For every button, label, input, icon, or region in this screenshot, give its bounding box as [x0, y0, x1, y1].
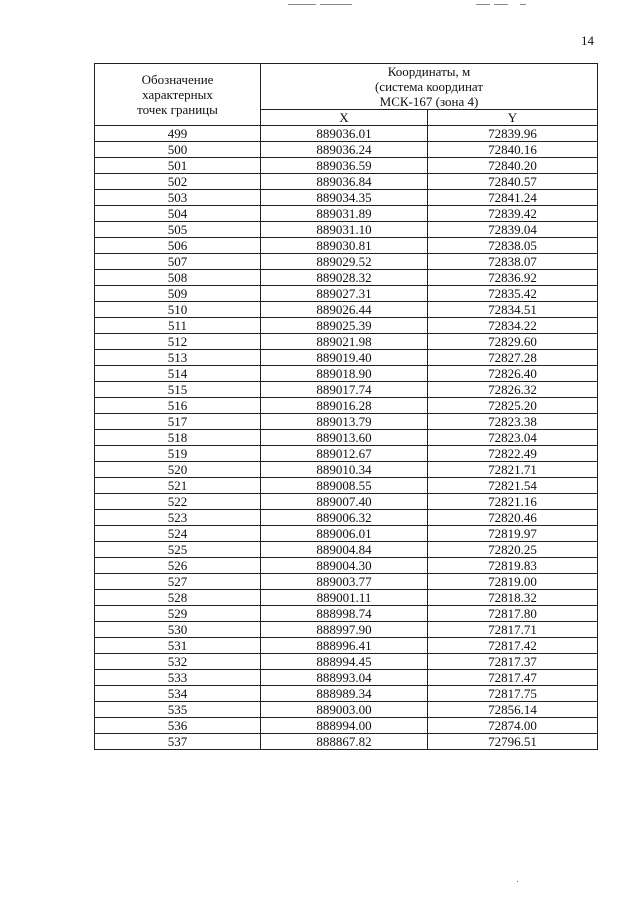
y-coordinate-cell: 72834.22	[428, 318, 598, 334]
coordinates-table	[94, 63, 598, 750]
point-number-cell: 521	[95, 478, 261, 494]
x-axis-header: X	[261, 110, 428, 126]
point-number-cell: 527	[95, 574, 261, 590]
x-coordinate-cell: 889025.39	[261, 318, 428, 334]
y-coordinate-cell: 72817.42	[428, 638, 598, 654]
table-row	[95, 622, 598, 638]
point-number-cell: 513	[95, 350, 261, 366]
x-coordinate-cell: 888996.41	[261, 638, 428, 654]
point-number-cell: 530	[95, 622, 261, 638]
coordinates-header	[261, 64, 598, 110]
x-coordinate-cell: 888998.74	[261, 606, 428, 622]
y-coordinate-cell: 72823.38	[428, 414, 598, 430]
x-coordinate-cell: 889007.40	[261, 494, 428, 510]
table-row	[95, 670, 598, 686]
point-number-cell: 528	[95, 590, 261, 606]
y-coordinate-cell: 72817.71	[428, 622, 598, 638]
x-coordinate-cell: 889003.77	[261, 574, 428, 590]
y-coordinate-cell: 72826.40	[428, 366, 598, 382]
y-coordinate-cell: 72819.00	[428, 574, 598, 590]
point-header-line: точек границы	[137, 102, 218, 117]
table-row	[95, 366, 598, 382]
table-row	[95, 158, 598, 174]
y-coordinate-cell: 72819.97	[428, 526, 598, 542]
point-number-cell: 529	[95, 606, 261, 622]
x-coordinate-cell: 888867.82	[261, 734, 428, 750]
x-coordinate-cell: 889006.01	[261, 526, 428, 542]
y-coordinate-cell: 72839.42	[428, 206, 598, 222]
y-coordinate-cell: 72826.32	[428, 382, 598, 398]
y-coordinate-cell: 72817.47	[428, 670, 598, 686]
x-coordinate-cell: 889013.79	[261, 414, 428, 430]
table-body	[95, 126, 598, 750]
x-coordinate-cell: 889034.35	[261, 190, 428, 206]
y-coordinate-cell: 72820.46	[428, 510, 598, 526]
point-number-cell: 523	[95, 510, 261, 526]
page-number: 14	[581, 33, 594, 48]
y-coordinate-cell: 72821.16	[428, 494, 598, 510]
y-coordinate-cell: 72822.49	[428, 446, 598, 462]
y-coordinate-cell: 72819.83	[428, 558, 598, 574]
x-coordinate-cell: 889036.24	[261, 142, 428, 158]
point-header-line: характерных	[142, 87, 213, 102]
table-row	[95, 718, 598, 734]
point-number-cell: 510	[95, 302, 261, 318]
x-coordinate-cell: 888994.45	[261, 654, 428, 670]
x-coordinate-cell: 889012.67	[261, 446, 428, 462]
point-number-cell: 532	[95, 654, 261, 670]
x-coordinate-cell: 889021.98	[261, 334, 428, 350]
table-row	[95, 510, 598, 526]
table-row	[95, 206, 598, 222]
y-coordinate-cell: 72835.42	[428, 286, 598, 302]
point-number-cell: 505	[95, 222, 261, 238]
point-number-cell: 511	[95, 318, 261, 334]
table-row	[95, 142, 598, 158]
table-row	[95, 302, 598, 318]
point-number-cell: 507	[95, 254, 261, 270]
y-coordinate-cell: 72817.80	[428, 606, 598, 622]
table-row	[95, 606, 598, 622]
table-row	[95, 238, 598, 254]
table-row	[95, 190, 598, 206]
x-coordinate-cell: 889010.34	[261, 462, 428, 478]
x-coordinate-cell: 889001.11	[261, 590, 428, 606]
coords-header-line: Координаты, м	[387, 64, 471, 79]
y-coordinate-cell: 72821.71	[428, 462, 598, 478]
y-coordinate-cell: 72840.57	[428, 174, 598, 190]
table-row	[95, 174, 598, 190]
point-number-cell: 531	[95, 638, 261, 654]
y-axis-header: Y	[428, 110, 598, 126]
y-coordinate-cell: 72827.28	[428, 350, 598, 366]
x-coordinate-cell: 888994.00	[261, 718, 428, 734]
table-row	[95, 462, 598, 478]
x-coordinate-cell: 889036.01	[261, 126, 428, 142]
table-row	[95, 654, 598, 670]
table-row	[95, 558, 598, 574]
x-coordinate-cell: 889030.81	[261, 238, 428, 254]
point-number-cell: 522	[95, 494, 261, 510]
point-number-cell: 517	[95, 414, 261, 430]
point-number-cell: 500	[95, 142, 261, 158]
x-coordinate-cell: 888997.90	[261, 622, 428, 638]
coords-header-line: МСК-167 (зона 4)	[379, 94, 479, 109]
point-number-cell: 516	[95, 398, 261, 414]
table-row	[95, 446, 598, 462]
point-header-line: Обозначение	[141, 72, 214, 87]
table-row	[95, 126, 598, 142]
point-number-cell: 519	[95, 446, 261, 462]
table-row	[95, 382, 598, 398]
point-designation-header	[95, 64, 261, 126]
point-number-cell: 536	[95, 718, 261, 734]
y-coordinate-cell: 72817.75	[428, 686, 598, 702]
table-row	[95, 350, 598, 366]
x-coordinate-cell: 889004.84	[261, 542, 428, 558]
y-coordinate-cell: 72874.00	[428, 718, 598, 734]
table-row	[95, 590, 598, 606]
point-number-cell: 506	[95, 238, 261, 254]
point-number-cell: 512	[95, 334, 261, 350]
point-number-cell: 515	[95, 382, 261, 398]
table-row	[95, 318, 598, 334]
point-number-cell: 508	[95, 270, 261, 286]
y-coordinate-cell: 72839.04	[428, 222, 598, 238]
point-number-cell: 524	[95, 526, 261, 542]
y-coordinate-cell: 72821.54	[428, 478, 598, 494]
y-coordinate-cell: 72829.60	[428, 334, 598, 350]
x-coordinate-cell: 889004.30	[261, 558, 428, 574]
point-number-cell: 504	[95, 206, 261, 222]
x-coordinate-cell: 889008.55	[261, 478, 428, 494]
scan-speck	[517, 881, 518, 882]
y-coordinate-cell: 72839.96	[428, 126, 598, 142]
table-row	[95, 478, 598, 494]
x-coordinate-cell: 889006.32	[261, 510, 428, 526]
point-number-cell: 503	[95, 190, 261, 206]
table-row	[95, 414, 598, 430]
point-number-cell: 535	[95, 702, 261, 718]
table-header-row	[95, 64, 598, 110]
y-coordinate-cell: 72820.25	[428, 542, 598, 558]
table-row	[95, 222, 598, 238]
y-coordinate-cell: 72836.92	[428, 270, 598, 286]
point-number-cell: 520	[95, 462, 261, 478]
point-number-cell: 518	[95, 430, 261, 446]
x-coordinate-cell: 889003.00	[261, 702, 428, 718]
y-coordinate-cell: 72840.20	[428, 158, 598, 174]
point-number-cell: 533	[95, 670, 261, 686]
y-coordinate-cell: 72817.37	[428, 654, 598, 670]
scan-marks	[288, 4, 528, 8]
table-row	[95, 734, 598, 750]
x-coordinate-cell: 889036.59	[261, 158, 428, 174]
x-coordinate-cell: 889016.28	[261, 398, 428, 414]
table-row	[95, 398, 598, 414]
x-coordinate-cell: 889031.89	[261, 206, 428, 222]
point-number-cell: 499	[95, 126, 261, 142]
coords-header-line: (система координат	[374, 79, 484, 94]
x-coordinate-cell: 889028.32	[261, 270, 428, 286]
x-coordinate-cell: 889026.44	[261, 302, 428, 318]
y-coordinate-cell: 72818.32	[428, 590, 598, 606]
x-coordinate-cell: 889031.10	[261, 222, 428, 238]
y-coordinate-cell: 72796.51	[428, 734, 598, 750]
x-coordinate-cell: 889027.31	[261, 286, 428, 302]
table-row	[95, 526, 598, 542]
point-number-cell: 526	[95, 558, 261, 574]
x-coordinate-cell: 889019.40	[261, 350, 428, 366]
point-number-cell: 509	[95, 286, 261, 302]
point-number-cell: 537	[95, 734, 261, 750]
point-number-cell: 525	[95, 542, 261, 558]
x-coordinate-cell: 889017.74	[261, 382, 428, 398]
table-row	[95, 638, 598, 654]
y-coordinate-cell: 72825.20	[428, 398, 598, 414]
table-row	[95, 494, 598, 510]
x-coordinate-cell: 889036.84	[261, 174, 428, 190]
y-coordinate-cell: 72823.04	[428, 430, 598, 446]
x-coordinate-cell: 889013.60	[261, 430, 428, 446]
table-row	[95, 254, 598, 270]
table-row	[95, 686, 598, 702]
y-coordinate-cell: 72841.24	[428, 190, 598, 206]
x-coordinate-cell: 889029.52	[261, 254, 428, 270]
y-coordinate-cell: 72856.14	[428, 702, 598, 718]
table-row	[95, 430, 598, 446]
table-row	[95, 574, 598, 590]
point-number-cell: 514	[95, 366, 261, 382]
table-row	[95, 542, 598, 558]
table-row	[95, 702, 598, 718]
x-coordinate-cell: 888993.04	[261, 670, 428, 686]
y-coordinate-cell: 72838.05	[428, 238, 598, 254]
y-coordinate-cell: 72840.16	[428, 142, 598, 158]
point-number-cell: 534	[95, 686, 261, 702]
x-coordinate-cell: 888989.34	[261, 686, 428, 702]
x-coordinate-cell: 889018.90	[261, 366, 428, 382]
y-coordinate-cell: 72834.51	[428, 302, 598, 318]
table-row	[95, 286, 598, 302]
point-number-cell: 502	[95, 174, 261, 190]
point-number-cell: 501	[95, 158, 261, 174]
y-coordinate-cell: 72838.07	[428, 254, 598, 270]
table-row	[95, 334, 598, 350]
table-row	[95, 270, 598, 286]
